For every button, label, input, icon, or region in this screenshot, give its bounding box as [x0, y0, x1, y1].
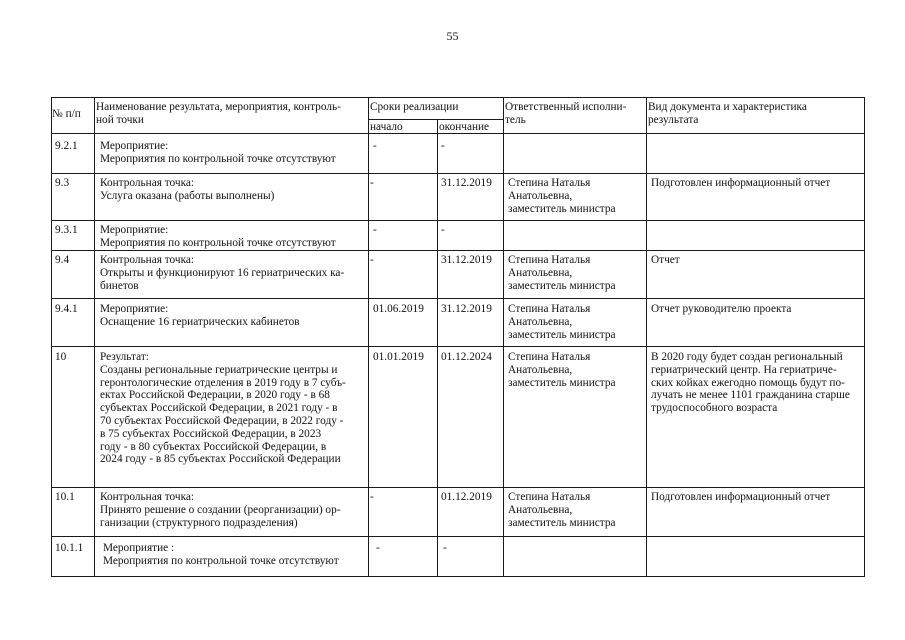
- header-subdivider: [368, 119, 503, 120]
- row-end: 31.12.2019: [441, 177, 492, 189]
- row-end: -: [441, 140, 445, 152]
- row-start: -: [370, 491, 374, 503]
- row-name: Мероприятие: Оснащение 16 гериатрических кабинетов: [100, 303, 300, 328]
- row-responsible: Степина Наталья Анатольевна, заместитель министра: [508, 491, 616, 529]
- row-border: [51, 173, 865, 174]
- row-name: Контрольная точка: Услуга оказана (работы выполнены): [100, 177, 275, 202]
- row-responsible: Степина Наталья Анатольевна, заместитель министра: [508, 351, 616, 389]
- row-border: [51, 487, 865, 488]
- row-end: 01.12.2019: [441, 491, 492, 503]
- header-document: Вид документа и характеристика результата: [648, 101, 807, 126]
- row-name: Мероприятие: Мероприятия по контрольной точке отсутствуют: [100, 140, 336, 165]
- header-start: начало: [370, 121, 403, 133]
- row-number: 10: [55, 351, 67, 363]
- row-name: Контрольная точка: Открыты и функционируют 16 гериатрических ка- бинетов: [100, 254, 345, 292]
- table-border-right: [864, 97, 865, 577]
- row-document: Отчет руководителю проекта: [651, 303, 792, 315]
- row-document: Подготовлен информационный отчет: [651, 177, 831, 189]
- row-name: Результат: Созданы региональные гериатрические центры и геронтологические отделения в 2019 году в 7 субъ- ектах Российской Федерации, в 2020 году - в 68 субъектах Российской Федерации, в 2021 году - в 70 субъектах Российской Федерации, в 2022 году - в 75 субъектах Российской Федерации, в 2023 году - в 80 субъектах Российской Федерации, в 2024 году - в 85 субъектах Российской Федерации: [100, 351, 346, 466]
- column-border: [503, 97, 504, 577]
- row-number: 9.3.1: [55, 224, 78, 236]
- header-number: № п/п: [52, 108, 81, 120]
- results-table: [51, 97, 865, 577]
- row-end: -: [443, 542, 447, 554]
- column-border: [646, 97, 647, 577]
- row-responsible: Степина Наталья Анатольевна, заместитель министра: [508, 303, 616, 341]
- header-name: Наименование результата, мероприятия, контроль- ной точки: [96, 101, 341, 126]
- row-responsible: Степина Наталья Анатольевна, заместитель министра: [508, 177, 616, 215]
- row-document: В 2020 году будет создан региональный гериатрический центр. На гериатриче- ских койках ежегодно помощь будут по- лучать не менее 1101 гражданина старше трудоспособного возраста: [651, 351, 850, 415]
- row-number: 10.1: [55, 491, 75, 503]
- row-name: Мероприятие: Мероприятия по контрольной точке отсутствуют: [100, 224, 336, 249]
- row-start: -: [373, 224, 377, 236]
- row-number: 9.2.1: [55, 140, 78, 152]
- row-name: Контрольная точка: Принято решение о создании (реорганизации) ор- ганизации (структурного подразделения): [100, 491, 341, 529]
- row-start: -: [373, 140, 377, 152]
- row-name: Мероприятие : Мероприятия по контрольной точке отсутствуют: [103, 542, 339, 567]
- header-end: окончание: [439, 121, 490, 133]
- row-number: 9.3: [55, 177, 70, 189]
- row-border: [51, 220, 865, 221]
- row-start: -: [370, 177, 374, 189]
- row-border: [51, 536, 865, 537]
- row-number: 9.4.1: [55, 303, 78, 315]
- column-border: [437, 119, 438, 577]
- header-responsible: Ответственный исполни- тель: [505, 101, 627, 126]
- row-border: [51, 250, 865, 251]
- row-end: 01.12.2024: [441, 351, 492, 363]
- row-border: [51, 346, 865, 347]
- row-responsible: Степина Наталья Анатольевна, заместитель министра: [508, 254, 616, 292]
- column-border: [368, 97, 369, 577]
- row-start: 01.06.2019: [373, 303, 424, 315]
- row-start: -: [376, 542, 380, 554]
- page-number: 55: [446, 29, 459, 43]
- column-border: [94, 97, 95, 577]
- row-document: Подготовлен информационный отчет: [651, 491, 831, 503]
- row-end: 31.12.2019: [441, 303, 492, 315]
- table-border-top: [51, 97, 865, 98]
- row-number: 10.1.1: [55, 542, 84, 554]
- table-border-bottom: [51, 576, 865, 577]
- row-start: -: [370, 254, 374, 266]
- row-start: 01.01.2019: [373, 351, 424, 363]
- table-border-left: [51, 97, 52, 577]
- row-border: [51, 298, 865, 299]
- header-deadlines: Сроки реализации: [370, 101, 459, 113]
- row-end: 31.12.2019: [441, 254, 492, 266]
- row-document: Отчет: [651, 254, 680, 266]
- row-number: 9.4: [55, 254, 70, 266]
- row-end: -: [441, 224, 445, 236]
